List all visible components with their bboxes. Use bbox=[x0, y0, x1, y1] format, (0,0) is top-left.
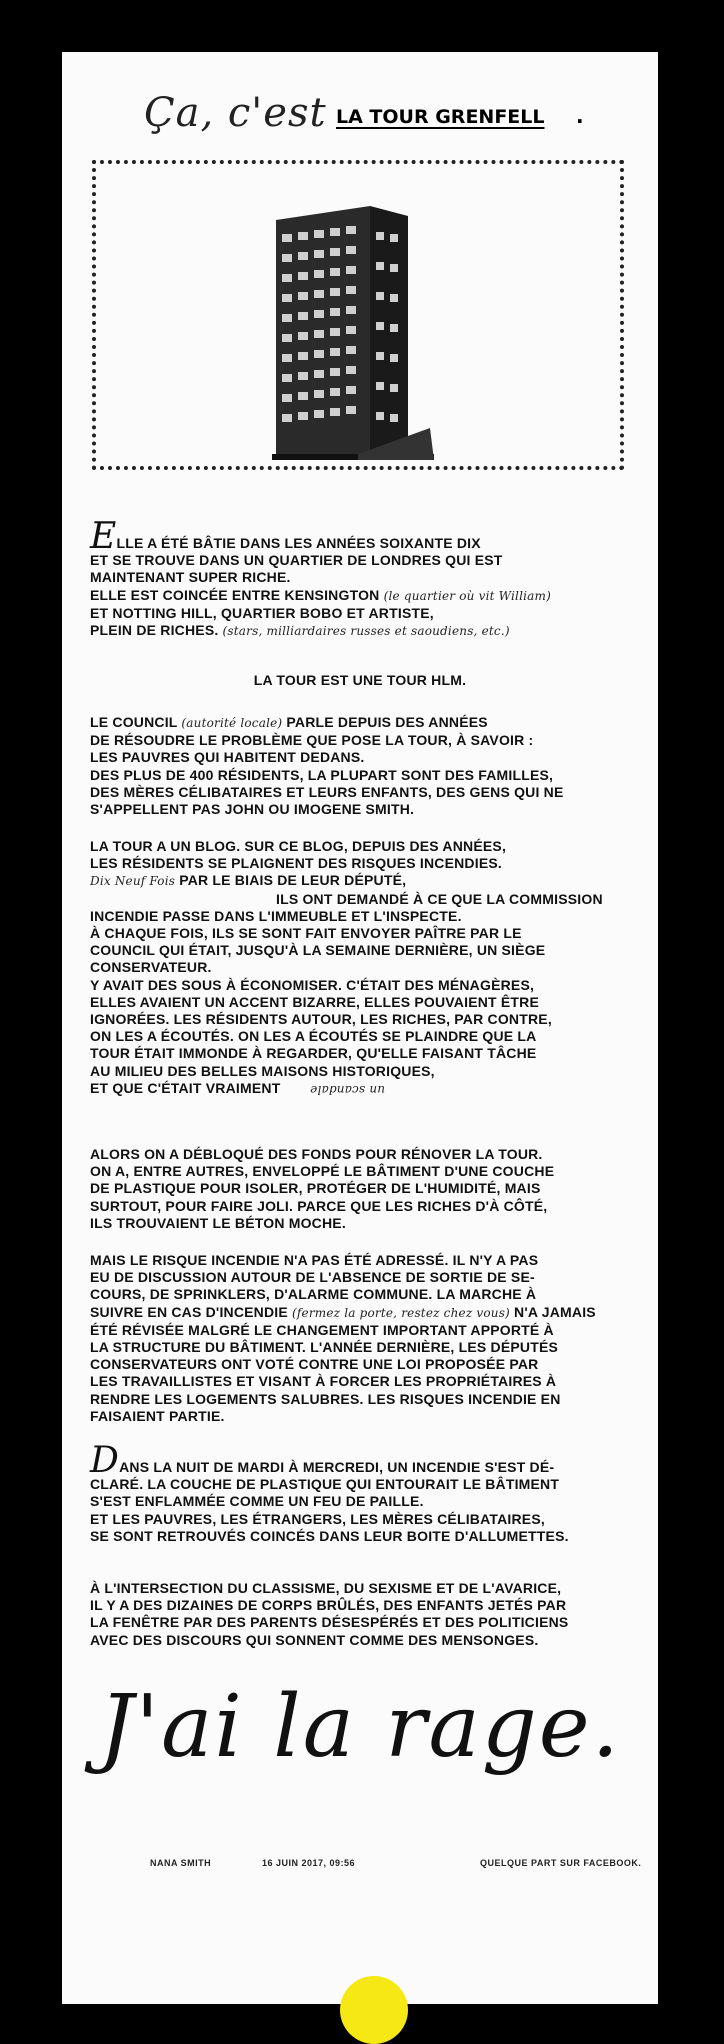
blog-line-7: CONSERVATEUR. bbox=[90, 959, 212, 976]
council-line-5: S'APPELLENT PAS JOHN OU IMOGENE SMITH. bbox=[90, 801, 415, 818]
intro-line-4: ELLE EST COINCÉE ENTRE KENSINGTON bbox=[90, 586, 380, 603]
blog-line-10: IGNORÉES. LES RÉSIDENTS AUTOUR, LES RICHES, PAR CONTRE, bbox=[90, 1011, 552, 1028]
signature-author: NANA SMITH bbox=[150, 1858, 212, 1868]
fire-line-2: CLARÉ. LA COUCHE DE PLASTIQUE QUI ENTOURAIT LE BÂTIMENT bbox=[90, 1476, 560, 1493]
intersection-line-4: AVEC DES DISCOURS QUI SONNENT COMME DES MENSONGES. bbox=[90, 1631, 539, 1648]
paragraph-council bbox=[90, 714, 630, 818]
blog-line-13: AU MILIEU DES BELLES MAISONS HISTORIQUES, bbox=[90, 1062, 435, 1079]
fire-line-5: SE SONT RETROUVÉS COINCÉS DANS LEUR BOITE D'ALLUMETTES. bbox=[90, 1527, 569, 1544]
blog-line-3: ILS ONT DEMANDÉ À CE QUE LA COMMISSION bbox=[276, 890, 603, 907]
blog-line-6: COUNCIL QUI ÉTAIT, JUSQU'À LA SEMAINE DERNIÈRE, UN SIÈGE bbox=[90, 942, 546, 959]
intersection-line-2: IL Y A DES DIZAINES DE CORPS BRÛLÉS, DES ENFANTS JETÉS PAR bbox=[90, 1597, 567, 1614]
handwritten-un-scandale-upside-down: un scandale bbox=[310, 1083, 386, 1098]
heading-hlm: LA TOUR EST UNE TOUR HLM. bbox=[253, 672, 467, 688]
risk-line-3: COURS, DE SPRINKLERS, D'ALARME COMMUNE. LA MARCHE À bbox=[90, 1286, 537, 1303]
risk-line-9: FAISAIENT PARTIE. bbox=[90, 1407, 225, 1424]
fire-line-4: ET LES PAUVRES, LES ÉTRANGERS, LES MÈRES CÉLIBATAIRES, bbox=[90, 1510, 545, 1527]
risk-line-7: LES TRAVAILLISTES ET VISANT À FORCER LES PROPRIÉTAIRES À bbox=[90, 1373, 557, 1390]
intro-line-6: PLEIN DE RICHES. bbox=[90, 622, 219, 639]
dropcap-d: D bbox=[90, 1440, 120, 1481]
paragraph-blog bbox=[90, 838, 630, 1098]
signature-date: 16 JUIN 2017, 09:56 bbox=[262, 1858, 356, 1868]
paragraph-intersection bbox=[90, 1580, 630, 1649]
blog-line-9: ELLES AVAIENT UN ACCENT BIZARRE, ELLES POUVAIENT ÊTRE bbox=[90, 993, 540, 1010]
handwritten-note-autorite: (autorité locale) bbox=[181, 716, 283, 730]
renovation-line-2: ON A, ENTRE AUTRES, ENVELOPPÉ LE BÂTIMENT D'UNE COUCHE bbox=[90, 1163, 555, 1180]
renovation-line-4: SURTOUT, POUR FAIRE JOLI. PARCE QUE LES RICHES D'À CÔTÉ, bbox=[90, 1197, 548, 1214]
paragraph-renovation bbox=[90, 1146, 630, 1232]
blog-line-2: LES RÉSIDENTS SE PLAIGNENT DES RISQUES INCENDIES. bbox=[90, 855, 502, 872]
council-line-1: DE RÉSOUDRE LE PROBLÈME QUE POSE LA TOUR, À SAVOIR : bbox=[90, 732, 534, 749]
intro-line-1: LLE A ÉTÉ BÂTIE DANS LES ANNÉES SOIXANTE DIX bbox=[116, 535, 481, 551]
handwritten-note-fermez: (fermez la porte, restez chez vous) bbox=[292, 1305, 510, 1320]
fire-line-3: S'EST ENFLAMMÉE COMME UN FEU DE PAILLE. bbox=[90, 1493, 424, 1510]
closing-handwritten-rage: J'ai la rage. bbox=[98, 1677, 621, 1777]
risk-line-2: EU DE DISCUSSION AUTOUR DE L'ABSENCE DE SORTIE DE SE- bbox=[90, 1269, 535, 1286]
council-start: LE COUNCIL bbox=[90, 714, 178, 730]
handwritten-dix-neuf-fois: Dix Neuf Fois bbox=[90, 874, 176, 889]
risk-line-8: RENDRE LES LOGEMENTS SALUBRES. LES RISQUES INCENDIE EN bbox=[90, 1390, 561, 1407]
blog-after-hand: PAR LE BIAIS DE LEUR DÉPUTÉ, bbox=[179, 872, 407, 889]
blog-last: ET QUE C'ÉTAIT VRAIMENT bbox=[90, 1079, 281, 1096]
blog-line-12: TOUR ÉTAIT IMMONDE À REGARDER, QU'ELLE FAISANT TÂCHE bbox=[90, 1045, 537, 1062]
intersection-line-1: À L'INTERSECTION DU CLASSISME, DU SEXISME ET DE L'AVARICE, bbox=[90, 1580, 562, 1596]
handwritten-note-stars: (stars, milliardaires russes et saoudiens, etc.) bbox=[222, 624, 510, 639]
renovation-line-5: ILS TROUVAIENT LE BÉTON MOCHE. bbox=[90, 1214, 346, 1231]
intersection-line-3: LA FENÊTRE PAR DES PARENTS DÉSESPÉRÉS ET DES POLITICIENS bbox=[90, 1614, 569, 1631]
risk-line-5: LA STRUCTURE DU BÂTIMENT. L'ANNÉE DERNIÈRE, LES DÉPUTÉS bbox=[90, 1339, 559, 1356]
burnt-tower-icon bbox=[258, 192, 454, 460]
risk-mid-end: N'A JAMAIS bbox=[514, 1303, 596, 1320]
blog-line-1: LA TOUR A UN BLOG. SUR CE BLOG, DEPUIS DES ANNÉES, bbox=[90, 838, 507, 854]
risk-line-6: CONSERVATEURS ONT VOTÉ CONTRE UNE LOI PROPOSÉE PAR bbox=[90, 1356, 539, 1373]
intro-line-2: ET SE TROUVE DANS UN QUARTIER DE LONDRES QUI EST bbox=[90, 552, 503, 569]
risk-line-4: ÉTÉ RÉVISÉE MALGRÉ LE CHANGEMENT IMPORTANT APPORTÉ À bbox=[90, 1321, 554, 1338]
blog-line-8: Y AVAIT DES SOUS À ÉCONOMISER. C'ÉTAIT DES MÉNAGÈRES, bbox=[90, 976, 535, 993]
renovation-line-1: ALORS ON A DÉBLOQUÉ DES FONDS POUR RÉNOVER LA TOUR. bbox=[90, 1146, 543, 1162]
risk-mid-start: SUIVRE EN CAS D'INCENDIE bbox=[90, 1303, 288, 1320]
title-row bbox=[144, 90, 584, 140]
handwritten-note-william: (le quartier où vit William) bbox=[383, 588, 551, 603]
title-dot: . bbox=[576, 104, 584, 128]
council-line-3: DES PLUS DE 400 RÉSIDENTS, LA PLUPART SONT DES FAMILLES, bbox=[90, 766, 554, 783]
paragraph-fire bbox=[90, 1440, 630, 1545]
title-script: Ça, c'est bbox=[144, 90, 327, 136]
blog-line-5: À CHAQUE FOIS, ILS SE SONT FAIT ENVOYER PAÎTRE PAR LE bbox=[90, 925, 522, 942]
council-line-4: DES MÈRES CÉLIBATAIRES ET LEURS ENFANTS, DES GENS QUI NE bbox=[90, 783, 564, 800]
title-main: LA TOUR GRENFELL bbox=[336, 106, 545, 128]
paragraph-risk bbox=[90, 1252, 630, 1425]
council-line-2: LES PAUVRES QUI HABITENT DEDANS. bbox=[90, 749, 365, 766]
blog-line-11: ON LES A ÉCOUTÉS. ON LES A ÉCOUTÉS SE PLAINDRE QUE LA bbox=[90, 1028, 537, 1045]
yellow-sticker-icon bbox=[340, 1976, 408, 2044]
renovation-line-3: DE PLASTIQUE POUR ISOLER, PROTÉGER DE L'HUMIDITÉ, MAIS bbox=[90, 1180, 541, 1197]
council-rest: PARLE DEPUIS DES ANNÉES bbox=[286, 714, 488, 730]
poster-sheet bbox=[62, 52, 658, 2004]
dropcap-e: E bbox=[90, 516, 117, 557]
intro-line-3: MAINTENANT SUPER RICHE. bbox=[90, 569, 291, 586]
intro-line-5: ET NOTTING HILL, QUARTIER BOBO ET ARTISTE, bbox=[90, 604, 434, 621]
blog-line-4: INCENDIE PASSE DANS L'IMMEUBLE ET L'INSPECTE. bbox=[90, 907, 462, 924]
risk-line-1: MAIS LE RISQUE INCENDIE N'A PAS ÉTÉ ADRESSÉ. IL N'Y A PAS bbox=[90, 1252, 539, 1268]
fire-line-1: ANS LA NUIT DE MARDI À MERCREDI, UN INCENDIE S'EST DÉ- bbox=[119, 1459, 555, 1475]
paragraph-intro bbox=[90, 516, 630, 640]
signature-place: QUELQUE PART SUR FACEBOOK. bbox=[480, 1858, 642, 1868]
